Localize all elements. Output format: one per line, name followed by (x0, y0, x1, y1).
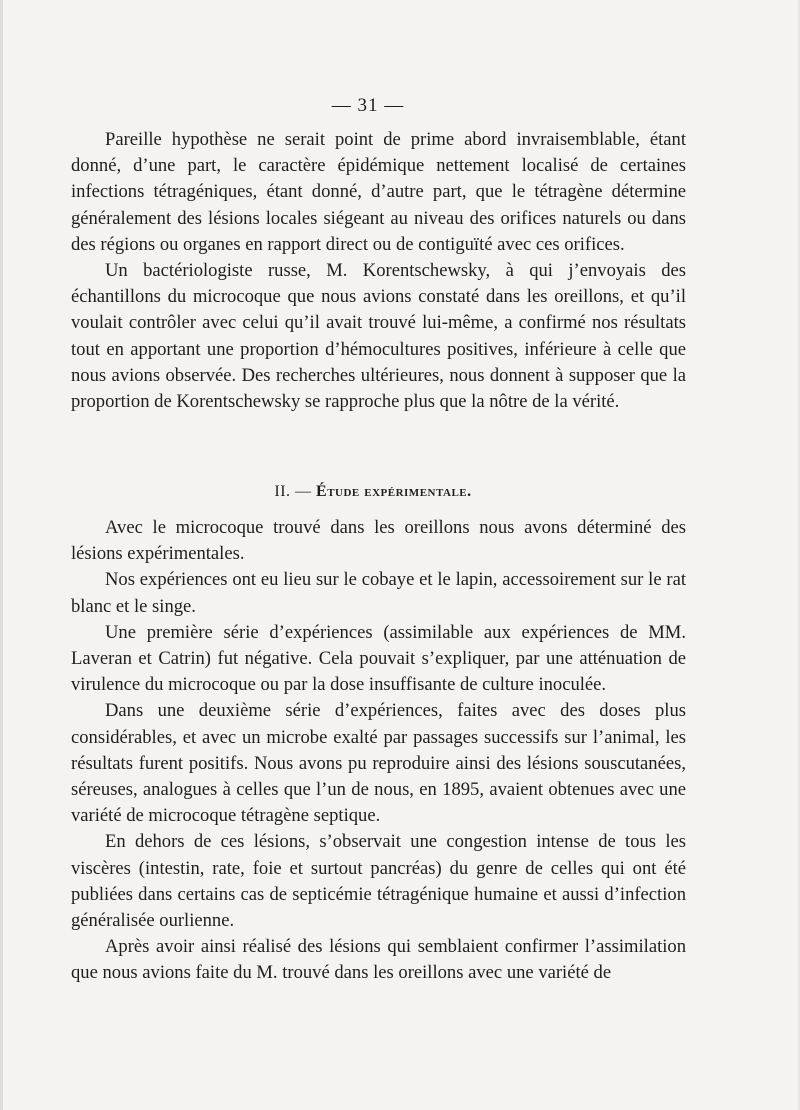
paragraph: Dans une deuxième série d’expériences, faites avec des doses plus considérables, et avec un microbe exalté par passages successifs sur l’animal, les résultats furent positifs. Nous avons pu reproduire ainsi des lésions souscutanées, séreuses, analogues à celles que l’un de nous, en 1895, avaient obtenues avec une variété de microcoque tétragène septique. (71, 700, 686, 827)
paragraph: En dehors de ces lésions, s’observait une congestion intense de tous les viscères (intestin, rate, foie et surtout pancréas) du genre de celles qui ont été publiées dans certains cas de septicémie tétragénique humaine et aussi d’infection généralisée ourlienne. (71, 831, 686, 932)
text-block-top (71, 127, 686, 415)
text-block-bottom (71, 515, 686, 987)
paragraph: Après avoir ainsi réalisé des lésions qui semblaient confirmer l’assimilation que nous avions faite du M. trouvé dans les oreillons avec une variété de (71, 936, 686, 984)
paragraph: Nos expériences ont eu lieu sur le cobaye et le lapin, accessoirement sur le rat blanc et le singe. (71, 569, 686, 617)
section-title: Étude expérimentale. (316, 483, 472, 500)
page-number: — 31 — (331, 95, 405, 116)
section-heading (3, 483, 743, 501)
section-number: II. — (274, 483, 312, 500)
paragraph: Un bactériologiste russe, M. Korentschewsky, à qui j’envoyais des échantillons du microcoque que nous avions constaté dans les oreillons, et qu’il voulait contrôler avec celui qu’il avait trouvé lui-même, a confirmé nos résultats tout en apportant une proportion d’hémocultures positives, inférieure à celle que nous avions observée. Des recherches ultérieures, nous donnent à supposer que la proportion de Korentschewsky se rapproche plus que la nôtre de la vérité. (71, 260, 686, 413)
paragraph: Pareille hypothèse ne serait point de prime abord invraisemblable, étant donné, d’une part, le caractère épidémique nettement localisé de certaines infections tétragéniques, étant donné, d’autre part, que le tétragène détermine généralement des lésions locales siégeant au niveau des orifices naturels ou dans des régions ou organes en rapport direct ou de contiguïté avec ces orifices. (71, 129, 686, 255)
paragraph: Avec le microcoque trouvé dans les oreillons nous avons déterminé des lésions expérimentales. (71, 517, 686, 565)
paragraph: Une première série d’expériences (assimilable aux expériences de MM. Laveran et Catrin) fut négative. Cela pouvait s’expliquer, par une atténuation de virulence du microcoque ou par la dose insuffisante de culture inoculée. (71, 621, 686, 696)
